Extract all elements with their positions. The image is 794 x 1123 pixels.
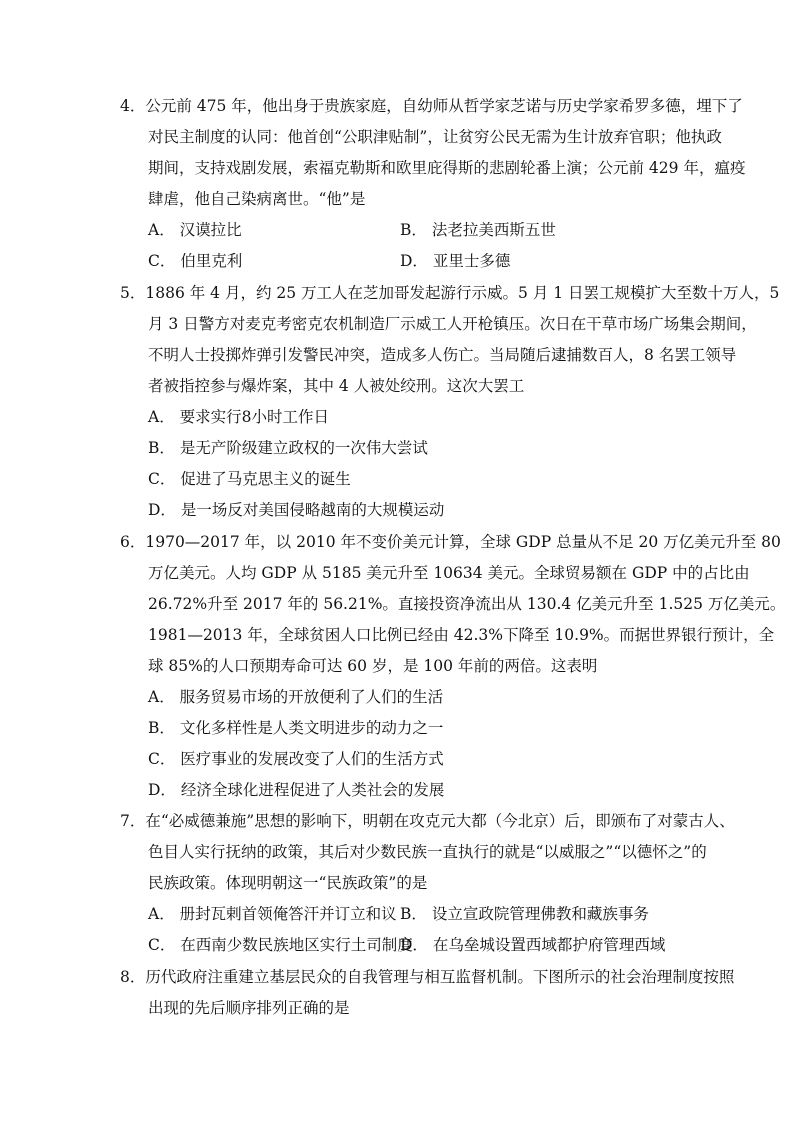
question-5-option-c: C． 促进了马克思主义的诞生	[148, 470, 351, 488]
question-5-option-d: D． 是一场反对美国侵略越南的大规模运动	[148, 501, 445, 519]
question-4-option-c: C． 伯里克利	[148, 252, 243, 270]
question-6-option-c: C． 医疗事业的发展改变了人们的生活方式	[148, 750, 444, 768]
question-6-line-2: 万亿美元。人均 GDP 从 5185 美元升至 10634 美元。全球贸易额在 GDP 中的占比由	[148, 564, 750, 582]
question-6-line-4: 1981—2013 年，全球贫困人口比例已经由 42.3%下降至 10.9%。而据世界银行预计，全	[148, 626, 775, 644]
question-6-line-3: 26.72%升至 2017 年的 56.21%。直接投资净流出从 130.4 亿美元升至 1.525 万亿美元。	[148, 595, 786, 613]
question-6-option-a: A． 服务贸易市场的开放便利了人们的生活	[148, 688, 444, 706]
question-5-line-4: 者被指控参与爆炸案，其中 4 人被处绞刑。这次大罢工	[148, 377, 525, 395]
question-5-option-a: A． 要求实行8小时工作日	[148, 408, 329, 426]
question-4-line-4: 肆虐，他自己染病离世。“他”是	[148, 190, 366, 208]
question-7-option-c: C． 在西南少数民族地区实行土司制度	[148, 936, 413, 954]
question-5-line-1: 5．1886 年 4 月，约 25 万工人在芝加哥发起游行示威。5 月 1 日罢工规模扩大至数十万人，5	[120, 284, 780, 302]
question-5-option-b: B． 是无产阶级建立政权的一次伟大尝试	[148, 439, 428, 457]
question-4-line-3: 期间，支持戏剧发展，索福克勒斯和欧里庇得斯的悲剧轮番上演；公元前 429 年，瘟疫	[148, 159, 746, 177]
question-7-line-2: 色目人实行抚纳的政策，其后对少数民族一直执行的就是“以威服之”“以德怀之”的	[148, 843, 707, 861]
question-5-line-3: 不明人士投掷炸弹引发警民冲突，造成多人伤亡。当局随后逮捕数百人，8 名罢工领导	[148, 346, 737, 364]
question-6-line-1: 6．1970—2017 年，以 2010 年不变价美元计算，全球 GDP 总量从不足 20 万亿美元升至 80	[120, 533, 781, 551]
question-8-line-2: 出现的先后顺序排列正确的是	[148, 999, 350, 1017]
question-7-line-1: 7．在“必威德兼施”思想的影响下，明朝在攻克元大都（今北京）后，即颁布了对蒙古人、	[120, 812, 735, 830]
question-4-line-2: 对民主制度的认同：他首创“公职津贴制”，让贫穷公民无需为生计放弃官职；他执政	[148, 128, 722, 146]
question-8-line-1: 8．历代政府注重建立基层民众的自我管理与相互监督机制。下图所示的社会治理制度按照	[120, 968, 735, 986]
question-6-option-b: B． 文化多样性是人类文明进步的动力之一	[148, 719, 444, 737]
question-4-line-1: 4．公元前 475 年，他出身于贵族家庭，自幼师从哲学家芝诺与历史学家希罗多德，埋下了	[120, 97, 743, 115]
question-4-option-a: A． 汉谟拉比	[148, 221, 242, 239]
question-7-option-d: D． 在乌垒城设置西域都护府管理西域	[400, 936, 666, 954]
question-4-option-d: D． 亚里士多德	[400, 252, 511, 270]
question-7-option-a: A． 册封瓦剌首领俺答汗并订立和议	[148, 905, 397, 923]
question-7-option-b: B． 设立宣政院管理佛教和藏族事务	[400, 905, 649, 923]
question-5-line-2: 月 3 日警方对麦克考密克农机制造厂示威工人开枪镇压。次日在干草市场广场集会期间，	[148, 315, 757, 333]
question-6-line-5: 球 85%的人口预期寿命可达 60 岁，是 100 年前的两倍。这表明	[148, 657, 598, 675]
question-6-option-d: D． 经济全球化进程促进了人类社会的发展	[148, 781, 445, 799]
question-7-line-3: 民族政策。体现明朝这一“民族政策”的是	[148, 874, 428, 892]
question-4-option-b: B． 法老拉美西斯五世	[400, 221, 556, 239]
